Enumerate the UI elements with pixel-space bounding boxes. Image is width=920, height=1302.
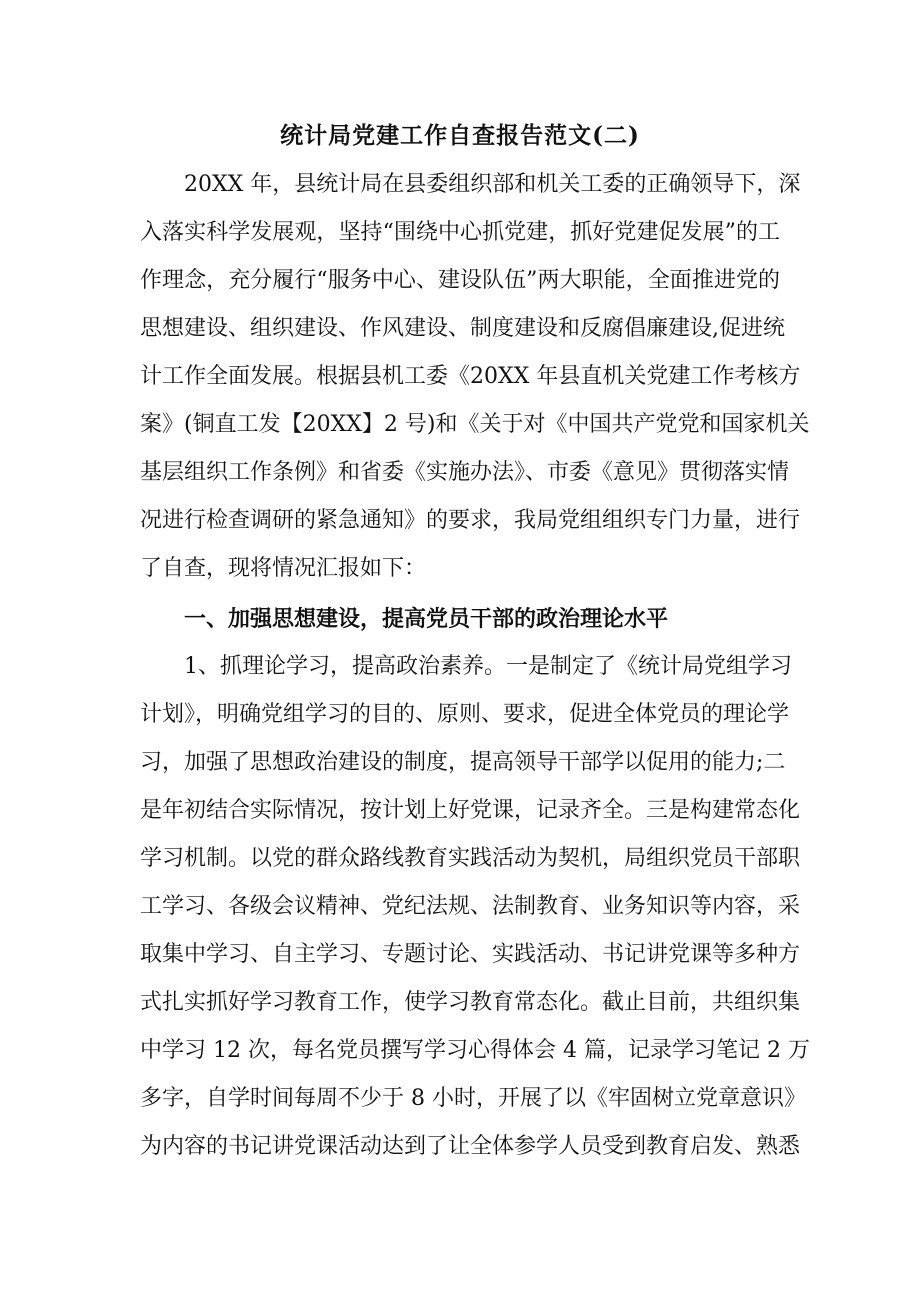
section-1-line-11: 为内容的书记讲党课活动达到了让全体参学人员受到教育启发、熟悉	[140, 1134, 801, 1159]
intro-line-5: 计工作全面发展。根据县机工委《20XX 年县直机关党建工作考核方	[140, 364, 801, 389]
intro-line-3: 作理念，充分履行“服务中心、建设队伍”两大职能，全面推进党的	[140, 268, 780, 293]
section-1-line-8: 式扎实抓好学习教育工作，使学习教育常态化。截止目前，共组织集	[140, 990, 801, 1015]
section-1-line-6: 工学习、各级会议精神、党纪法规、法制教育、业务知识等内容，采	[140, 894, 801, 919]
section-1-line-5: 学习机制。以党的群众路线教育实践活动为契机，局组织党员干部职	[140, 846, 801, 871]
intro-line-8: 况进行检查调研的紧急通知》的要求，我局党组组织专门力量，进行	[140, 508, 801, 533]
section-1-line-4: 是年初结合实际情况，按计划上好党课，记录齐全。三是构建常态化	[140, 798, 801, 823]
document-title: 统计局党建工作自查报告范文(二)	[280, 122, 640, 149]
section-1-line-1: 1、抓理论学习，提高政治素养。一是制定了《统计局党组学习	[184, 654, 792, 679]
intro-line-6: 案》(铜直工发【20XX】2 号)和《关于对《中国共产党党和国家机关	[140, 412, 810, 437]
intro-line-9: 了自查，现将情况汇报如下：	[140, 556, 427, 581]
section-1-line-2: 计划》，明确党组学习的目的、原则、要求，促进全体党员的理论学	[140, 702, 790, 727]
section-1-line-3: 习，加强了思想政治建设的制度，提高领导干部学以促用的能力;二	[140, 750, 786, 775]
section-1-line-9: 中学习 12 次，每名党员撰写学习心得体会 4 篇，记录学习笔记 2 万	[140, 1038, 810, 1063]
section-1-heading: 一、加强思想建设，提高党员干部的政治理论水平	[184, 606, 669, 632]
intro-line-4: 思想建设、组织建设、作风建设、制度建设和反腐倡廉建设,促进统	[140, 316, 785, 341]
intro-line-2: 入落实科学发展观，坚持“围绕中心抓党建，抓好党建促发展”的工	[140, 220, 780, 245]
intro-line-7: 基层组织工作条例》和省委《实施办法》、市委《意见》贯彻落实情	[140, 460, 790, 485]
section-1-line-10: 多字，自学时间每周不少于 8 小时，开展了以《牢固树立党章意识》	[140, 1086, 806, 1111]
intro-line-1: 20XX 年，县统计局在县委组织部和机关工委的正确领导下，深	[184, 172, 801, 197]
section-1-line-7: 取集中学习、自主学习、专题讨论、实践活动、书记讲党课等多种方	[140, 942, 801, 967]
